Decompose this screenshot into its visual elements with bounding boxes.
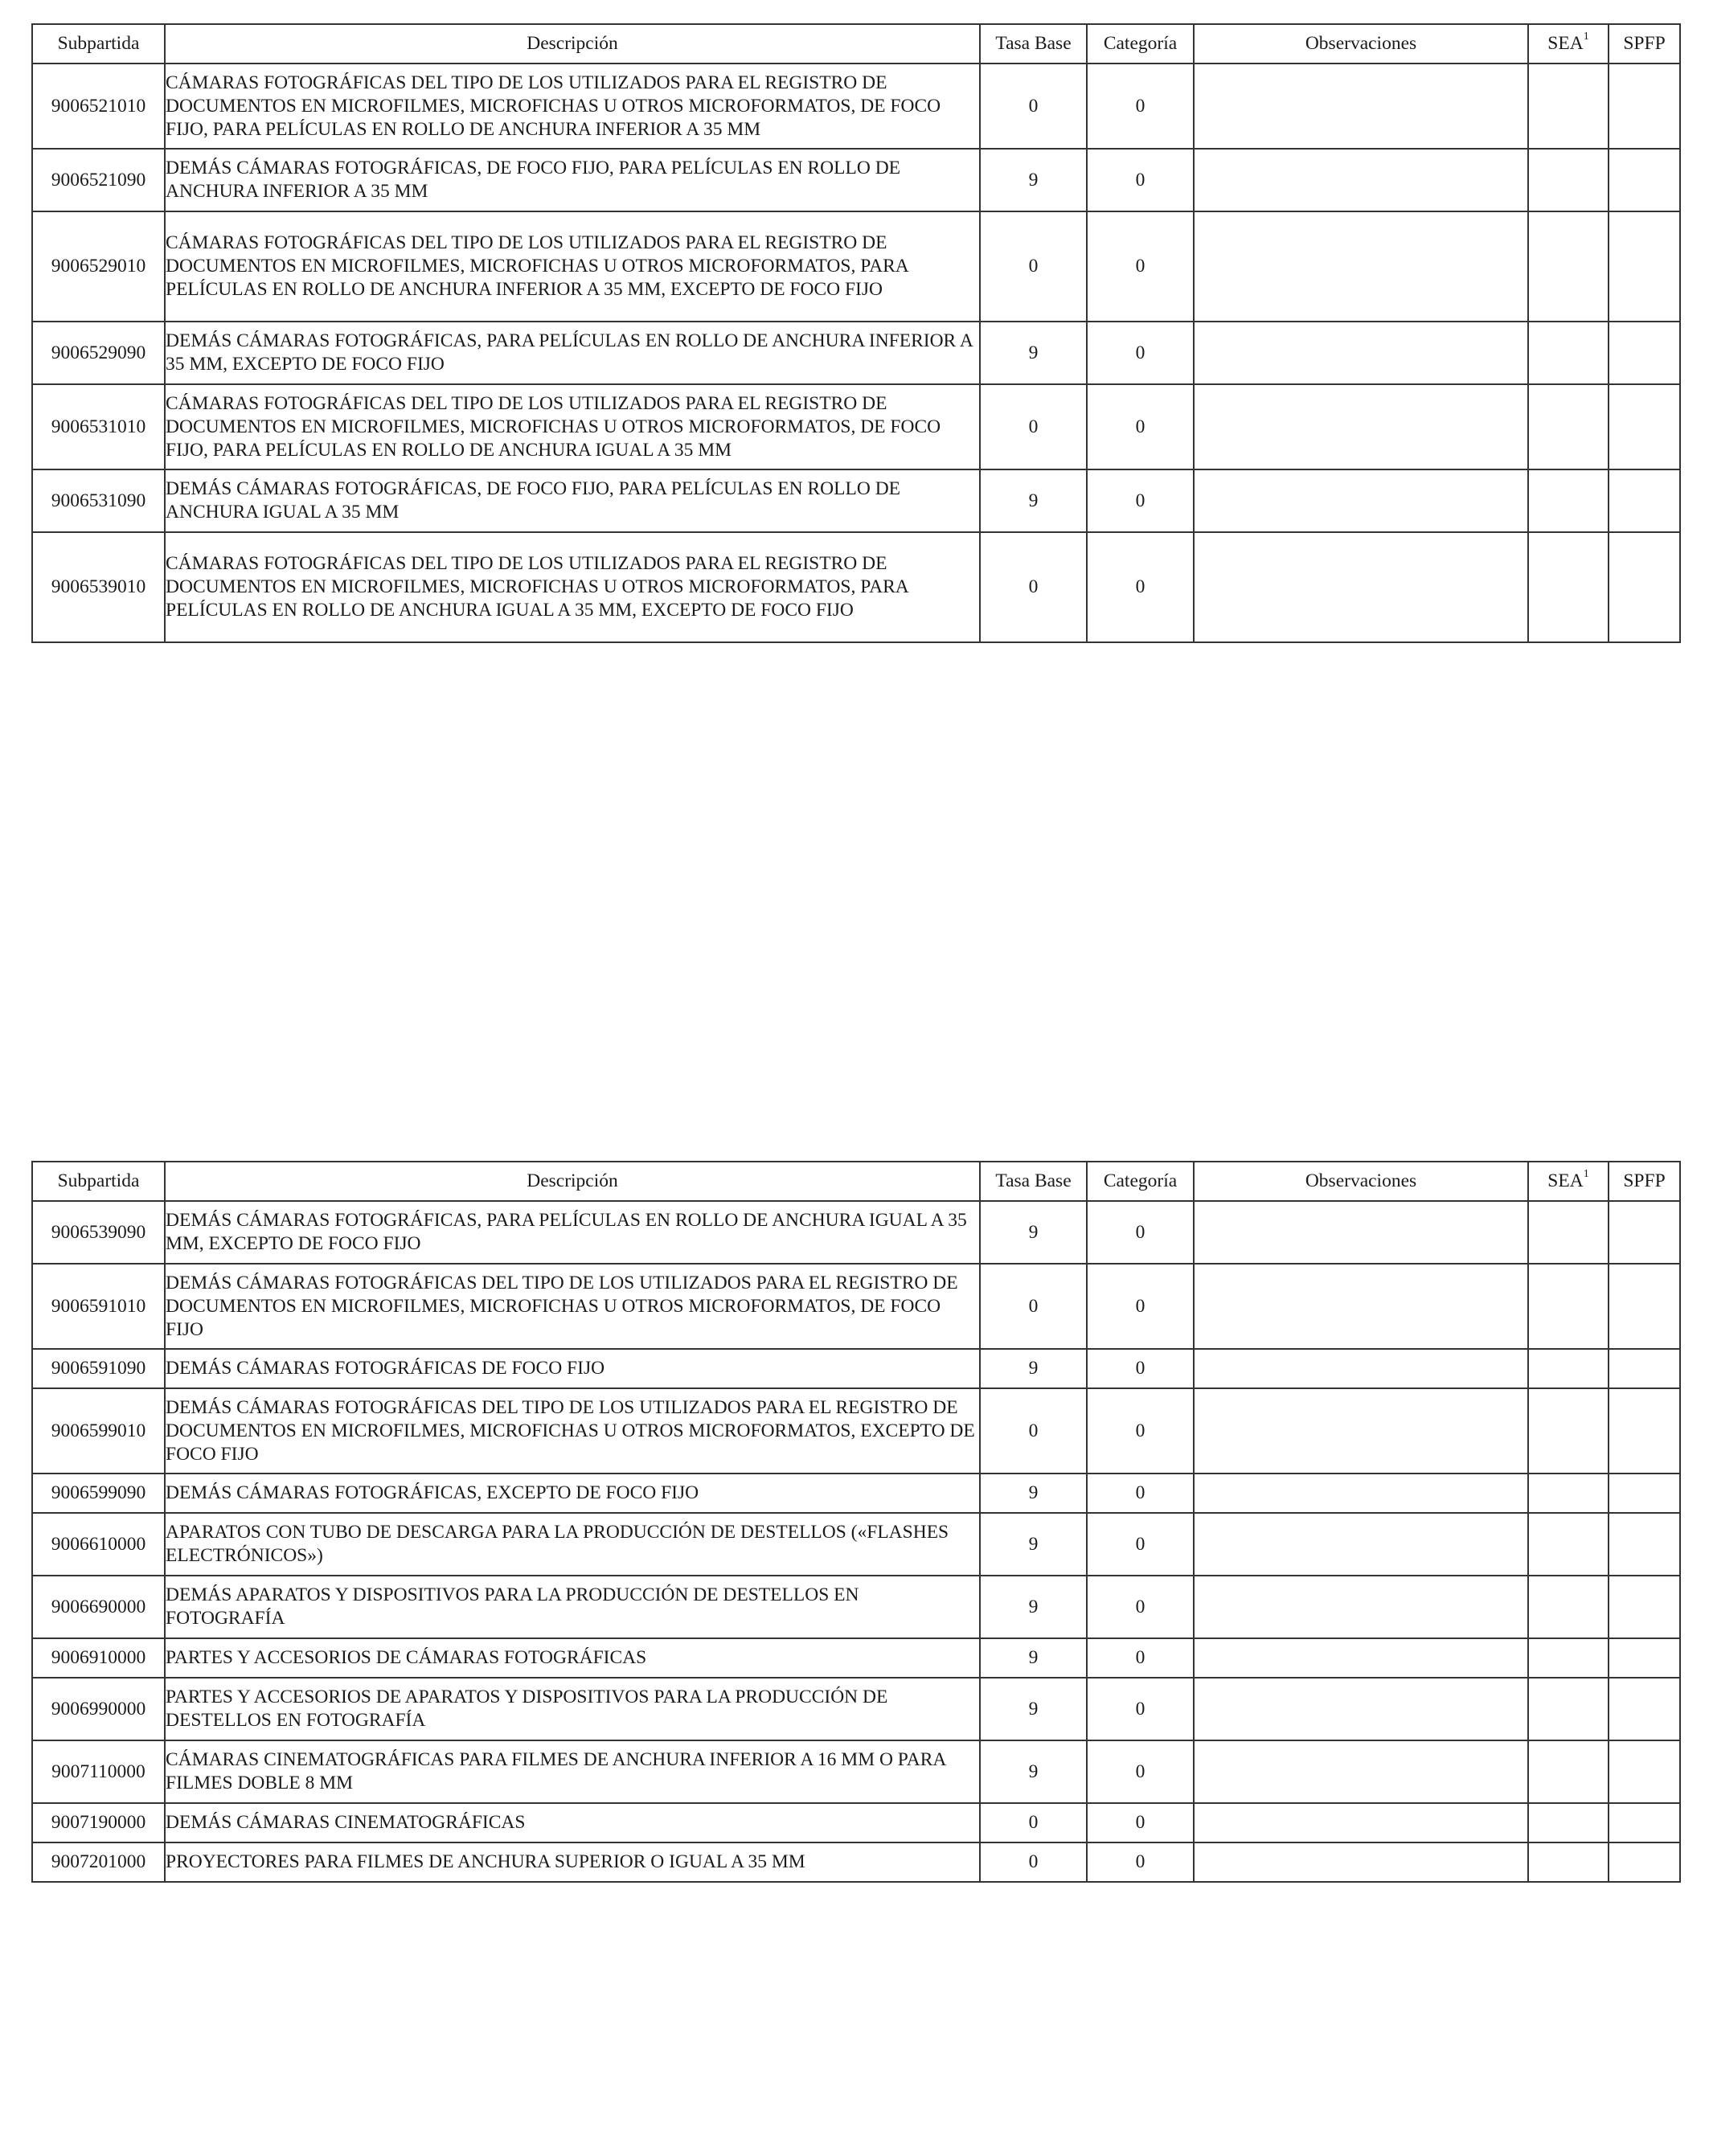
cell-spfp xyxy=(1609,211,1680,322)
cell-observaciones xyxy=(1194,322,1528,384)
table-body xyxy=(32,64,1680,642)
table-row xyxy=(32,1474,1680,1513)
cell-spfp xyxy=(1609,1740,1680,1803)
cell-observaciones xyxy=(1194,1638,1528,1678)
cell-tasa-base: 9 xyxy=(980,1638,1087,1678)
header-row xyxy=(32,24,1680,64)
cell-tasa-base: 0 xyxy=(980,532,1087,642)
cell-spfp xyxy=(1609,1201,1680,1264)
header-descripcion: Descripción xyxy=(165,24,980,64)
cell-sea xyxy=(1528,1201,1609,1264)
cell-tasa-base: 9 xyxy=(980,1740,1087,1803)
cell-descripcion: DEMÁS CÁMARAS FOTOGRÁFICAS DEL TIPO DE LOS UTILIZADOS PARA EL REGISTRO DE DOCUMENTOS EN MICROFILMES, MICROFICHAS U OTROS MICROFORMATOS, DE FOCO FIJO xyxy=(165,1264,980,1349)
cell-subpartida: 9006990000 xyxy=(32,1678,165,1740)
cell-observaciones xyxy=(1194,1474,1528,1513)
cell-sea xyxy=(1528,1740,1609,1803)
cell-spfp xyxy=(1609,384,1680,469)
cell-observaciones xyxy=(1194,211,1528,322)
header-categoria: Categoría xyxy=(1087,24,1194,64)
cell-subpartida: 9006599090 xyxy=(32,1474,165,1513)
table-row xyxy=(32,1264,1680,1349)
cell-categoria: 0 xyxy=(1087,322,1194,384)
cell-tasa-base: 9 xyxy=(980,1349,1087,1388)
cell-tasa-base: 9 xyxy=(980,1576,1087,1638)
cell-sea xyxy=(1528,1678,1609,1740)
table-row xyxy=(32,1740,1680,1803)
cell-categoria: 0 xyxy=(1087,1264,1194,1349)
cell-tasa-base: 0 xyxy=(980,1388,1087,1474)
cell-categoria: 0 xyxy=(1087,1201,1194,1264)
cell-spfp xyxy=(1609,1678,1680,1740)
cell-sea xyxy=(1528,1264,1609,1349)
footnote-marker: 1 xyxy=(1583,1168,1589,1181)
cell-sea xyxy=(1528,1842,1609,1882)
cell-subpartida: 9006529090 xyxy=(32,322,165,384)
table-row xyxy=(32,1349,1680,1388)
cell-spfp xyxy=(1609,1576,1680,1638)
table-row xyxy=(32,1638,1680,1678)
table-row xyxy=(32,1513,1680,1576)
cell-observaciones xyxy=(1194,1678,1528,1740)
cell-spfp xyxy=(1609,532,1680,642)
header-sea-label: SEA xyxy=(1547,1170,1584,1191)
cell-observaciones xyxy=(1194,1201,1528,1264)
header-sea xyxy=(1528,1162,1609,1201)
cell-tasa-base: 0 xyxy=(980,211,1087,322)
cell-descripcion: DEMÁS CÁMARAS FOTOGRÁFICAS, PARA PELÍCULAS EN ROLLO DE ANCHURA IGUAL A 35 MM, EXCEPTO DE FOCO FIJO xyxy=(165,1201,980,1264)
header-observaciones: Observaciones xyxy=(1194,24,1528,64)
cell-observaciones xyxy=(1194,1576,1528,1638)
cell-observaciones xyxy=(1194,64,1528,149)
cell-subpartida: 9007201000 xyxy=(32,1842,165,1882)
cell-categoria: 0 xyxy=(1087,1388,1194,1474)
table-row xyxy=(32,322,1680,384)
cell-observaciones xyxy=(1194,1740,1528,1803)
cell-observaciones xyxy=(1194,149,1528,211)
cell-subpartida: 9007110000 xyxy=(32,1740,165,1803)
cell-categoria: 0 xyxy=(1087,469,1194,532)
cell-sea xyxy=(1528,211,1609,322)
table-row xyxy=(32,1803,1680,1842)
header-subpartida: Subpartida xyxy=(32,24,165,64)
table-row xyxy=(32,384,1680,469)
cell-sea xyxy=(1528,1803,1609,1842)
cell-descripcion: DEMÁS CÁMARAS CINEMATOGRÁFICAS xyxy=(165,1803,980,1842)
header-sea xyxy=(1528,24,1609,64)
tariff-table-top xyxy=(31,23,1681,643)
cell-tasa-base: 0 xyxy=(980,384,1087,469)
header-subpartida: Subpartida xyxy=(32,1162,165,1201)
table-row xyxy=(32,1388,1680,1474)
cell-descripcion: PARTES Y ACCESORIOS DE APARATOS Y DISPOSITIVOS PARA LA PRODUCCIÓN DE DESTELLOS EN FOTOGRAFÍA xyxy=(165,1678,980,1740)
header-observaciones: Observaciones xyxy=(1194,1162,1528,1201)
table-header xyxy=(32,1162,1680,1201)
cell-sea xyxy=(1528,322,1609,384)
cell-descripcion: CÁMARAS FOTOGRÁFICAS DEL TIPO DE LOS UTILIZADOS PARA EL REGISTRO DE DOCUMENTOS EN MICROFILMES, MICROFICHAS U OTROS MICROFORMATOS, PARA PELÍCULAS EN ROLLO DE ANCHURA IGUAL A 35 MM, EXCEPTO DE FOCO FIJO xyxy=(165,532,980,642)
table-row xyxy=(32,532,1680,642)
cell-spfp xyxy=(1609,1803,1680,1842)
cell-subpartida: 9006599010 xyxy=(32,1388,165,1474)
cell-spfp xyxy=(1609,1349,1680,1388)
cell-sea xyxy=(1528,1349,1609,1388)
cell-tasa-base: 9 xyxy=(980,322,1087,384)
cell-observaciones xyxy=(1194,1388,1528,1474)
cell-sea xyxy=(1528,1576,1609,1638)
header-descripcion: Descripción xyxy=(165,1162,980,1201)
cell-sea xyxy=(1528,64,1609,149)
cell-categoria: 0 xyxy=(1087,1740,1194,1803)
table-row xyxy=(32,211,1680,322)
cell-descripcion: DEMÁS CÁMARAS FOTOGRÁFICAS, PARA PELÍCULAS EN ROLLO DE ANCHURA INFERIOR A 35 MM, EXCEPTO DE FOCO FIJO xyxy=(165,322,980,384)
cell-subpartida: 9006910000 xyxy=(32,1638,165,1678)
cell-categoria: 0 xyxy=(1087,1474,1194,1513)
cell-subpartida: 9006521090 xyxy=(32,149,165,211)
cell-spfp xyxy=(1609,1388,1680,1474)
cell-tasa-base: 9 xyxy=(980,1201,1087,1264)
cell-subpartida: 9006521010 xyxy=(32,64,165,149)
cell-subpartida: 9006531010 xyxy=(32,384,165,469)
header-sea-label: SEA xyxy=(1547,33,1584,54)
cell-categoria: 0 xyxy=(1087,1842,1194,1882)
cell-sea xyxy=(1528,149,1609,211)
cell-spfp xyxy=(1609,1264,1680,1349)
cell-categoria: 0 xyxy=(1087,1638,1194,1678)
cell-categoria: 0 xyxy=(1087,1349,1194,1388)
table-row xyxy=(32,1576,1680,1638)
cell-descripcion: CÁMARAS CINEMATOGRÁFICAS PARA FILMES DE ANCHURA INFERIOR A 16 MM O PARA FILMES DOBLE 8 MM xyxy=(165,1740,980,1803)
tariff-table-bottom xyxy=(31,1161,1681,1883)
cell-observaciones xyxy=(1194,384,1528,469)
header-row xyxy=(32,1162,1680,1201)
cell-subpartida: 9006529010 xyxy=(32,211,165,322)
cell-descripcion: CÁMARAS FOTOGRÁFICAS DEL TIPO DE LOS UTILIZADOS PARA EL REGISTRO DE DOCUMENTOS EN MICROFILMES, MICROFICHAS U OTROS MICROFORMATOS, DE FOCO FIJO, PARA PELÍCULAS EN ROLLO DE ANCHURA IGUAL A 35 MM xyxy=(165,384,980,469)
table-body xyxy=(32,1201,1680,1882)
cell-spfp xyxy=(1609,149,1680,211)
table-header xyxy=(32,24,1680,64)
cell-sea xyxy=(1528,1388,1609,1474)
cell-categoria: 0 xyxy=(1087,384,1194,469)
cell-subpartida: 9006531090 xyxy=(32,469,165,532)
cell-categoria: 0 xyxy=(1087,211,1194,322)
header-tasa-base: Tasa Base xyxy=(980,24,1087,64)
cell-descripcion: PARTES Y ACCESORIOS DE CÁMARAS FOTOGRÁFICAS xyxy=(165,1638,980,1678)
cell-sea xyxy=(1528,1474,1609,1513)
cell-descripcion: PROYECTORES PARA FILMES DE ANCHURA SUPERIOR O IGUAL A 35 MM xyxy=(165,1842,980,1882)
cell-subpartida: 9006591090 xyxy=(32,1349,165,1388)
cell-tasa-base: 0 xyxy=(980,1803,1087,1842)
header-categoria: Categoría xyxy=(1087,1162,1194,1201)
cell-sea xyxy=(1528,532,1609,642)
cell-descripcion: CÁMARAS FOTOGRÁFICAS DEL TIPO DE LOS UTILIZADOS PARA EL REGISTRO DE DOCUMENTOS EN MICROFILMES, MICROFICHAS U OTROS MICROFORMATOS, PARA PELÍCULAS EN ROLLO DE ANCHURA INFERIOR A 35 MM, EXCEPTO DE FOCO FIJO xyxy=(165,211,980,322)
cell-subpartida: 9006539010 xyxy=(32,532,165,642)
cell-spfp xyxy=(1609,1842,1680,1882)
table-row xyxy=(32,469,1680,532)
cell-observaciones xyxy=(1194,1842,1528,1882)
cell-sea xyxy=(1528,1638,1609,1678)
cell-tasa-base: 0 xyxy=(980,64,1087,149)
cell-categoria: 0 xyxy=(1087,64,1194,149)
cell-spfp xyxy=(1609,64,1680,149)
cell-subpartida: 9006539090 xyxy=(32,1201,165,1264)
cell-subpartida: 9006591010 xyxy=(32,1264,165,1349)
cell-observaciones xyxy=(1194,1349,1528,1388)
cell-subpartida: 9006610000 xyxy=(32,1513,165,1576)
cell-categoria: 0 xyxy=(1087,1678,1194,1740)
cell-observaciones xyxy=(1194,532,1528,642)
cell-descripcion: DEMÁS CÁMARAS FOTOGRÁFICAS, DE FOCO FIJO, PARA PELÍCULAS EN ROLLO DE ANCHURA INFERIOR A 35 MM xyxy=(165,149,980,211)
table-row xyxy=(32,64,1680,149)
cell-descripcion: APARATOS CON TUBO DE DESCARGA PARA LA PRODUCCIÓN DE DESTELLOS («FLASHES ELECTRÓNICOS») xyxy=(165,1513,980,1576)
table-row xyxy=(32,149,1680,211)
cell-observaciones xyxy=(1194,1264,1528,1349)
cell-categoria: 0 xyxy=(1087,1513,1194,1576)
footnote-marker: 1 xyxy=(1583,31,1589,43)
cell-descripcion: DEMÁS APARATOS Y DISPOSITIVOS PARA LA PRODUCCIÓN DE DESTELLOS EN FOTOGRAFÍA xyxy=(165,1576,980,1638)
table-row xyxy=(32,1678,1680,1740)
cell-tasa-base: 9 xyxy=(980,1513,1087,1576)
cell-spfp xyxy=(1609,322,1680,384)
cell-categoria: 0 xyxy=(1087,532,1194,642)
cell-sea xyxy=(1528,469,1609,532)
table-row xyxy=(32,1201,1680,1264)
cell-categoria: 0 xyxy=(1087,1803,1194,1842)
header-tasa-base: Tasa Base xyxy=(980,1162,1087,1201)
cell-tasa-base: 9 xyxy=(980,149,1087,211)
table-row xyxy=(32,1842,1680,1882)
cell-tasa-base: 9 xyxy=(980,1474,1087,1513)
cell-tasa-base: 9 xyxy=(980,469,1087,532)
cell-observaciones xyxy=(1194,469,1528,532)
cell-spfp xyxy=(1609,1513,1680,1576)
cell-tasa-base: 0 xyxy=(980,1264,1087,1349)
cell-descripcion: DEMÁS CÁMARAS FOTOGRÁFICAS DEL TIPO DE LOS UTILIZADOS PARA EL REGISTRO DE DOCUMENTOS EN MICROFILMES, MICROFICHAS U OTROS MICROFORMATOS, EXCEPTO DE FOCO FIJO xyxy=(165,1388,980,1474)
cell-descripcion: DEMÁS CÁMARAS FOTOGRÁFICAS, EXCEPTO DE FOCO FIJO xyxy=(165,1474,980,1513)
header-spfp: SPFP xyxy=(1609,24,1680,64)
cell-tasa-base: 9 xyxy=(980,1678,1087,1740)
cell-tasa-base: 0 xyxy=(980,1842,1087,1882)
header-spfp: SPFP xyxy=(1609,1162,1680,1201)
cell-spfp xyxy=(1609,1474,1680,1513)
cell-observaciones xyxy=(1194,1513,1528,1576)
cell-spfp xyxy=(1609,469,1680,532)
cell-observaciones xyxy=(1194,1803,1528,1842)
cell-subpartida: 9007190000 xyxy=(32,1803,165,1842)
cell-descripcion: DEMÁS CÁMARAS FOTOGRÁFICAS DE FOCO FIJO xyxy=(165,1349,980,1388)
cell-categoria: 0 xyxy=(1087,1576,1194,1638)
cell-sea xyxy=(1528,1513,1609,1576)
cell-subpartida: 9006690000 xyxy=(32,1576,165,1638)
cell-descripcion: DEMÁS CÁMARAS FOTOGRÁFICAS, DE FOCO FIJO, PARA PELÍCULAS EN ROLLO DE ANCHURA IGUAL A 35 MM xyxy=(165,469,980,532)
cell-spfp xyxy=(1609,1638,1680,1678)
cell-sea xyxy=(1528,384,1609,469)
cell-descripcion: CÁMARAS FOTOGRÁFICAS DEL TIPO DE LOS UTILIZADOS PARA EL REGISTRO DE DOCUMENTOS EN MICROFILMES, MICROFICHAS U OTROS MICROFORMATOS, DE FOCO FIJO, PARA PELÍCULAS EN ROLLO DE ANCHURA INFERIOR A 35 MM xyxy=(165,64,980,149)
cell-categoria: 0 xyxy=(1087,149,1194,211)
